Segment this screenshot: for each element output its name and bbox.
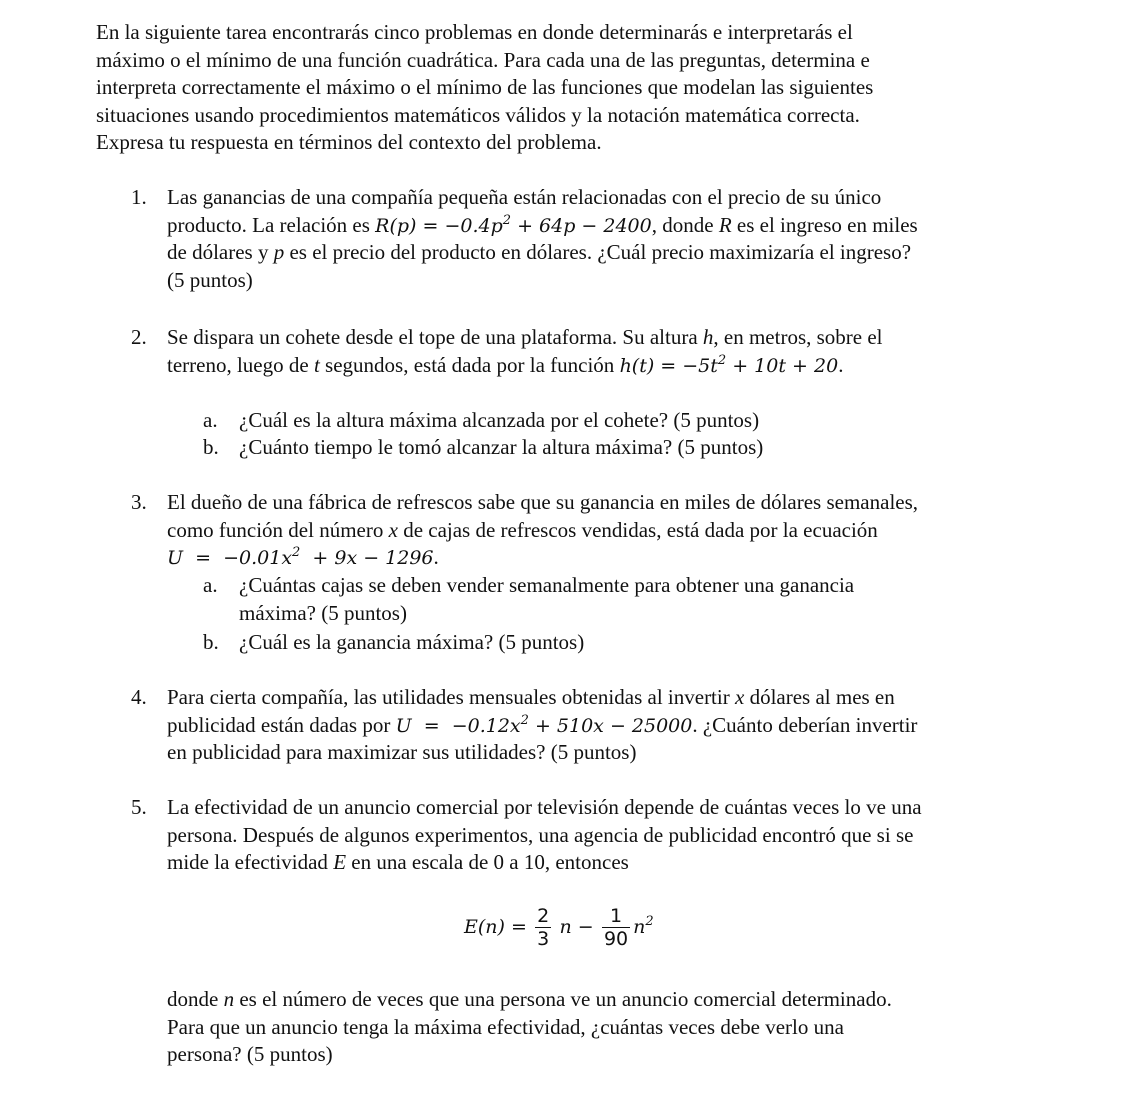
problem-line: terreno, luego de t segundos, está dada por la función $h(t) = -5t^2 + 10t + 20$. bbox=[167, 352, 844, 377]
problem-line: producto. La relación es $R(p) = -0.4p^2 + 64p - 2400$, donde R es el ingreso en miles bbox=[167, 212, 918, 237]
problem-text bbox=[167, 684, 1047, 767]
subquestion-text: ¿Cuánto tiempo le tomó alcanzar la altura máxima? (5 puntos) bbox=[239, 435, 764, 459]
problem-line: $U = -0.01x^2 + 9x - 1296$. bbox=[167, 545, 439, 569]
equation-revenue: $R(p) = -0.4p^2 + 64p - 2400$ bbox=[375, 212, 652, 237]
subquestion-text: ¿Cuál es la altura máxima alcanzada por el cohete? (5 puntos) bbox=[239, 408, 760, 432]
formula-term: $n^2$ bbox=[633, 913, 654, 938]
formula-lhs: E(n) = bbox=[464, 915, 527, 938]
problem-number: 5. bbox=[131, 795, 147, 819]
problem-line: mide la efectividad E en una escala de 0 a 10, entonces bbox=[167, 850, 629, 874]
problem-text bbox=[167, 489, 1047, 572]
subquestion-letter: a. bbox=[203, 573, 218, 597]
problem-line: donde n es el número de veces que una persona ve un anuncio comercial determinado. bbox=[167, 987, 892, 1011]
problem-line: persona? (5 puntos) bbox=[167, 1042, 333, 1066]
formula-term: n − bbox=[559, 915, 594, 938]
problem-number: 3. bbox=[131, 490, 147, 514]
problem-text bbox=[167, 986, 1047, 1069]
problem-line: Para que un anuncio tenga la máxima efectividad, ¿cuántas veces debe verlo una bbox=[167, 1014, 844, 1039]
problem-line: de dólares y p es el precio del producto en dólares. ¿Cuál precio maximizaría el ingreso? bbox=[167, 240, 912, 264]
problem-number: 1. bbox=[131, 185, 147, 209]
problem-number: 4. bbox=[131, 685, 147, 709]
problem-text bbox=[167, 184, 1047, 294]
intro-line: interpreta correctamente el máximo o el mínimo de las funciones que modelan las siguientes bbox=[96, 75, 874, 99]
problem-line: publicidad están dadas por $U = -0.12x^2 + 510x - 25000$. ¿Cuánto deberían invertir bbox=[167, 712, 918, 737]
problem-line: como función del número x de cajas de refrescos vendidas, está dada por la ecuación bbox=[167, 517, 878, 542]
problem-line: La efectividad de un anuncio comercial por televisión depende de cuántas veces lo ve una bbox=[167, 795, 922, 819]
problem-line: Se dispara un cohete desde el tope de una plataforma. Su altura h, en metros, sobre el bbox=[167, 325, 883, 349]
intro-paragraph bbox=[96, 19, 1016, 157]
fraction-one-ninetieth: $\frac{1}{90}$ bbox=[603, 905, 629, 950]
problem-line: El dueño de una fábrica de refrescos sabe que su ganancia en miles de dólares semanales, bbox=[167, 490, 919, 514]
subquestion-text: ¿Cuántas cajas se deben vender semanalmente para obtener una ganancia máxima? (5 puntos) bbox=[239, 573, 855, 625]
equation-height: $h(t) = -5t^2 + 10t + 20$ bbox=[619, 352, 839, 377]
effectiveness-formula bbox=[464, 905, 654, 965]
subquestion-letter: b. bbox=[203, 630, 219, 654]
equation-profit: $U = -0.01x^2 + 9x - 1296$ bbox=[167, 545, 434, 569]
problem-line: (5 puntos) bbox=[167, 267, 253, 292]
problem-line: Para cierta compañía, las utilidades mensuales obtenidas al invertir x dólares al mes en bbox=[167, 685, 895, 709]
equation-utility: $U = -0.12x^2 + 510x - 25000$ bbox=[395, 712, 693, 737]
intro-line: situaciones usando procedimientos matemáticos válidos y la notación matemática correcta. bbox=[96, 102, 860, 127]
problem-line: Las ganancias de una compañía pequeña están relacionadas con el precio de su único bbox=[167, 185, 882, 209]
problem-text bbox=[167, 324, 1047, 379]
subquestion-text: ¿Cuál es la ganancia máxima? (5 puntos) bbox=[239, 630, 585, 654]
subquestion-letter: a. bbox=[203, 408, 218, 432]
problem-line: en publicidad para maximizar sus utilidades? (5 puntos) bbox=[167, 740, 637, 764]
intro-line: Expresa tu respuesta en términos del contexto del problema. bbox=[96, 130, 602, 154]
problem-line: persona. Después de algunos experimentos, una agencia de publicidad encontró que si se bbox=[167, 822, 914, 847]
problem-number: 2. bbox=[131, 325, 147, 349]
subquestion-letter: b. bbox=[203, 435, 219, 459]
intro-line: En la siguiente tarea encontrarás cinco problemas en donde determinarás e interpretarás el bbox=[96, 20, 853, 44]
problem-text bbox=[167, 794, 1047, 877]
intro-line: máximo o el mínimo de una función cuadrática. Para cada una de las preguntas, determina e bbox=[96, 47, 870, 72]
fraction-two-thirds: $\frac{2}{3}$ bbox=[537, 905, 550, 950]
